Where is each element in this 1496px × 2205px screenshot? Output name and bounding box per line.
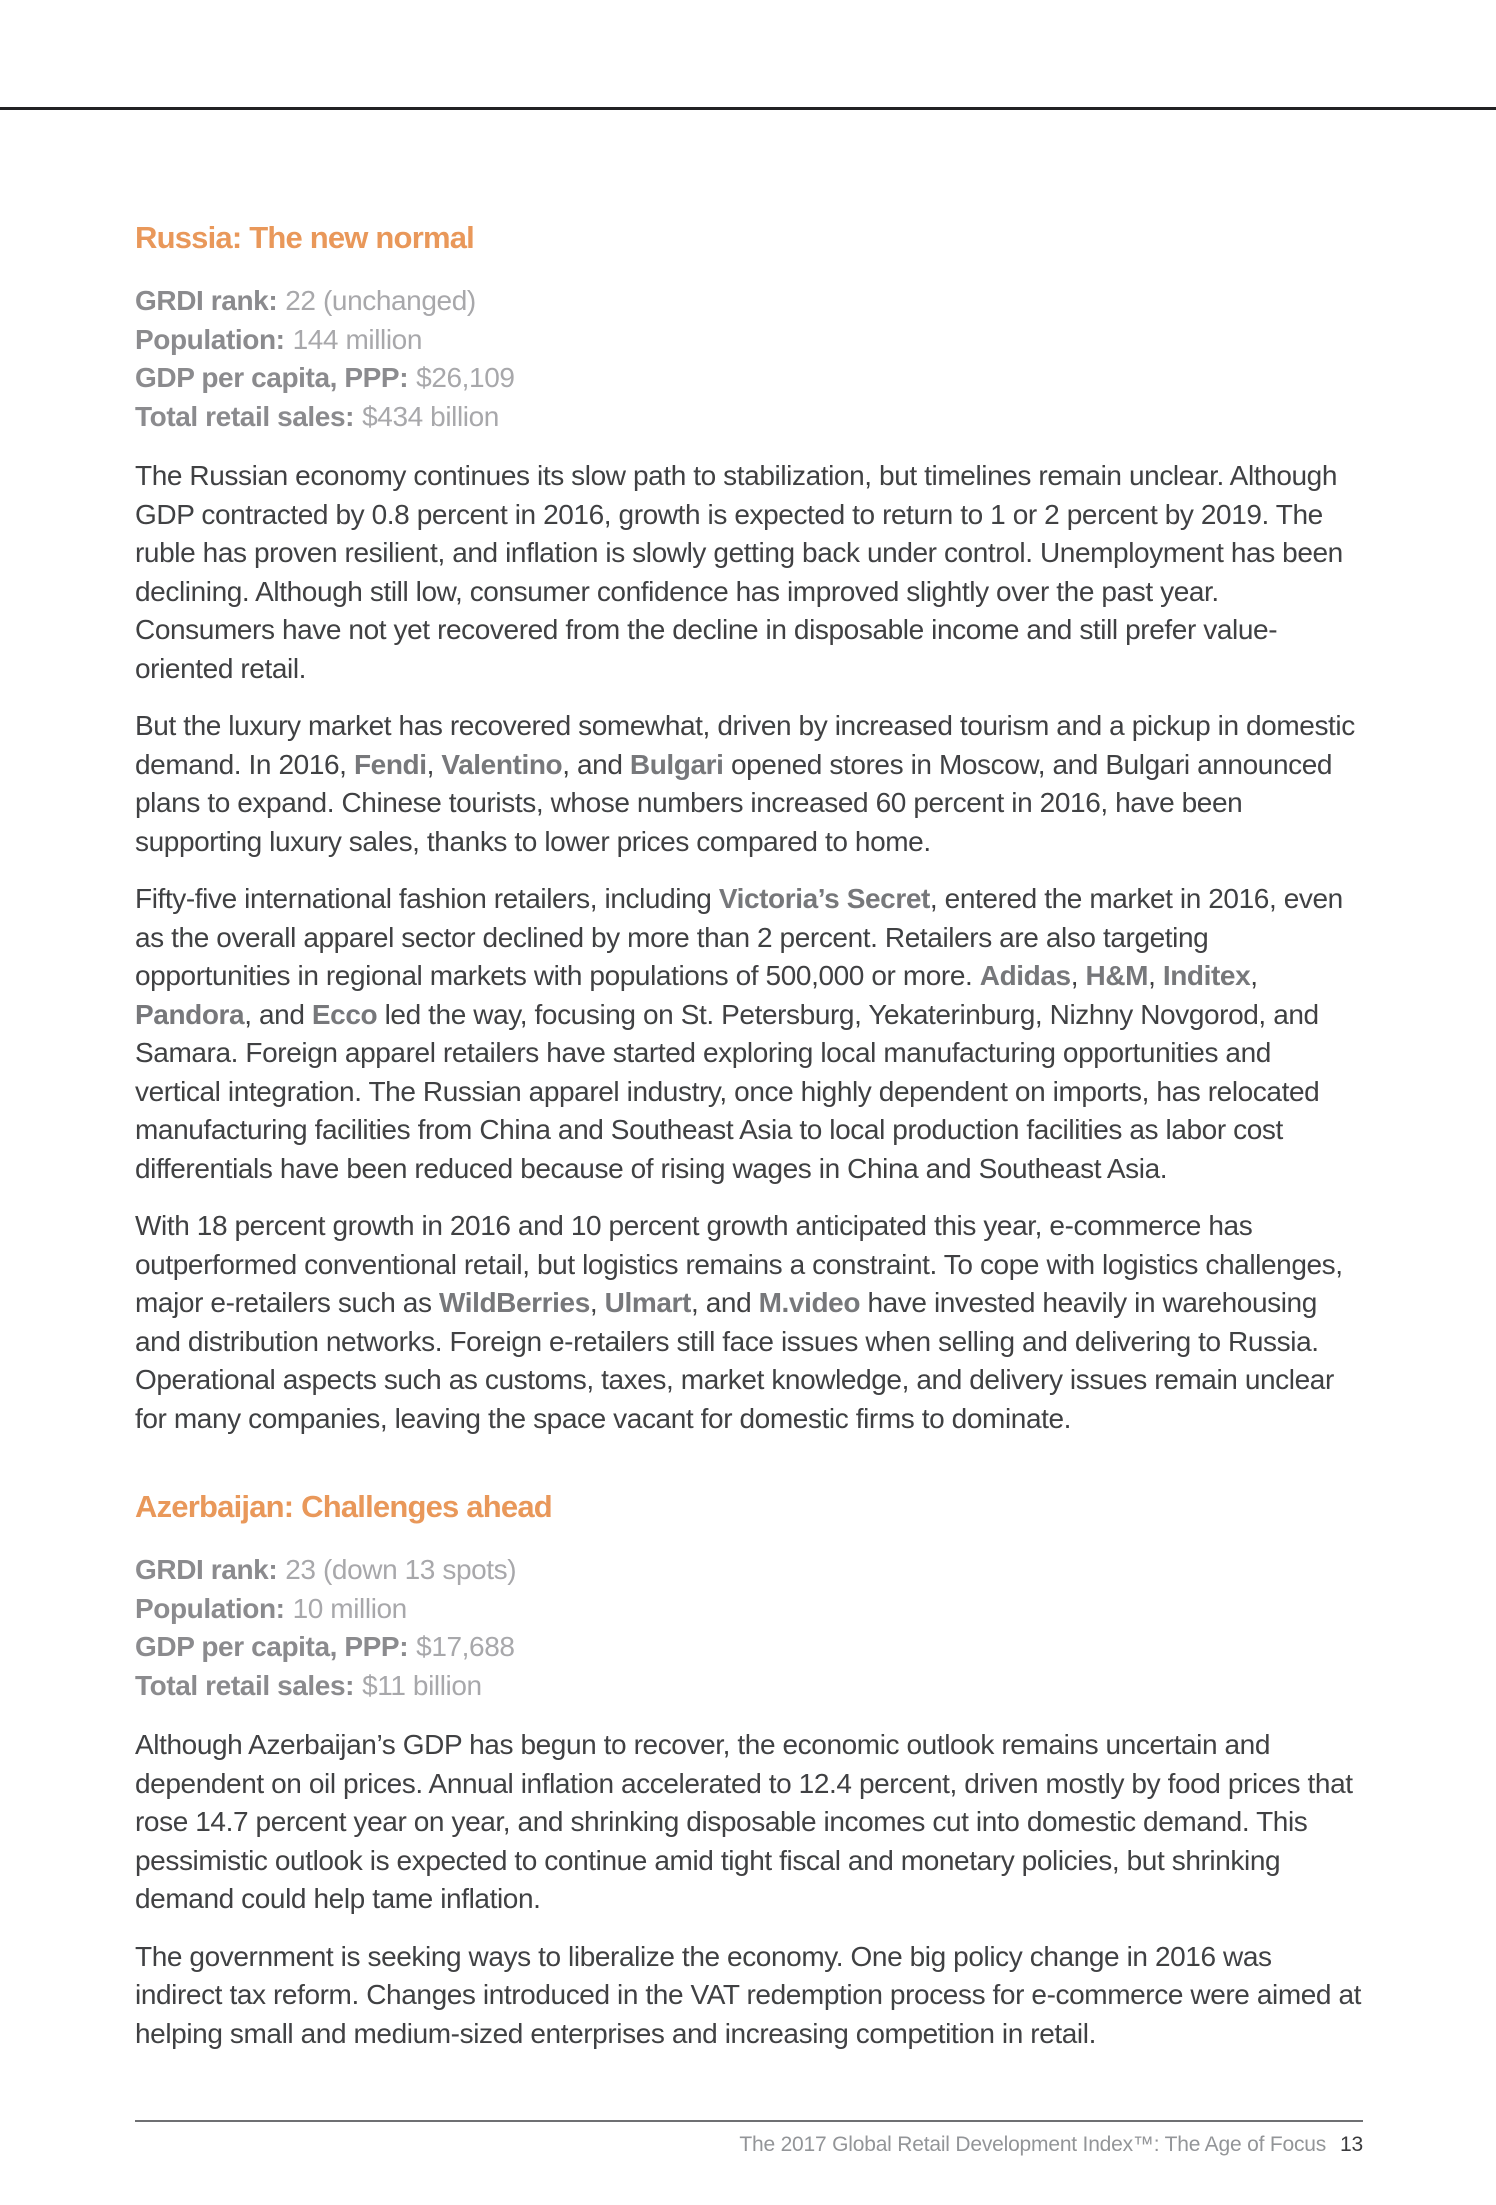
paragraph-russia-1: The Russian economy continues its slow path to stabilization, but timelines remain unclear. Although GDP contracted by 0.8 percent in 2016, growth is expected to return to 1 or 2 percent by 2019. The ruble has proven resilient, and inflation is slowly getting back under control. Unemployment has been declining. Although still low, consumer confidence has improved slightly over the past year. Consumers have not yet recovered from the decline in disposable income and still prefer value-oriented retail. [135,460,1343,684]
section-heading-russia: Russia: The new normal [135,220,474,255]
footer-title: The 2017 Global Retail Development Index™: The Age of Focus [739,2133,1327,2156]
stat-value: 144 million [292,323,423,355]
stat-label: Total retail sales: [135,400,355,432]
footer-rule [135,2120,1363,2122]
page-number: 13 [1340,2133,1363,2156]
paragraph-azerbaijan-2: The government is seeking ways to liberalize the economy. One big policy change in 2016 was indirect tax reform. Changes introduced in the VAT redemption process for e-commerce were aimed at helping small and medium-sized enterprises and increasing competition in retail. [135,1940,1362,2049]
stat-label: Population: [135,1592,285,1624]
stat-label: Population: [135,323,285,355]
section-heading-azerbaijan: Azerbaijan: Challenges ahead [135,1489,552,1524]
stat-value: 22 (unchanged) [285,285,476,316]
footer [135,2131,1363,2159]
stat-value: 23 (down 13 spots) [285,1554,517,1585]
stat-value: $11 billion [362,1669,482,1701]
stat-line-total-retail-sales [135,398,1363,437]
stats-block-russia [135,282,1363,436]
stat-label: Total retail sales: [135,1669,355,1701]
section-russia [135,221,1363,1438]
stat-line-grdi-rank [135,1551,1363,1590]
stat-line-gdp-per-capita [135,1628,1363,1667]
stat-label: GRDI rank: [135,1554,278,1585]
stat-line-grdi-rank [135,282,1363,321]
stat-line-gdp-per-capita [135,359,1363,398]
stat-value: 10 million [292,1592,407,1624]
paragraph-azerbaijan-1: Although Azerbaijan’s GDP has begun to recover, the economic outlook remains uncertain and dependent on oil prices. Annual inflation accelerated to 12.4 percent, driven mostly by food prices that rose 14.7 percent year on year, and shrinking disposable incomes cut into domestic demand. This pessimistic outlook is expected to continue amid tight fiscal and monetary policies, but shrinking demand could help tame inflation. [135,1729,1353,1914]
stat-label: GDP per capita, PPP: [135,1631,409,1662]
stat-line-total-retail-sales [135,1667,1363,1706]
stat-label: GDP per capita, PPP: [135,362,409,393]
paragraph-russia-4: With 18 percent growth in 2016 and 10 percent growth anticipated this year, e-commerce has outperformed conventional retail, but logistics remains a constraint. To cope with logistics challenges, major e-retailers such as WildBerries, Ulmart, and M.video have invested heavily in warehousing and distribution networks. Foreign e-retailers still face issues when selling and delivering to Russia. Operational aspects such as customs, taxes, market knowledge, and delivery issues remain unclear for many companies, leaving the space vacant for domestic firms to dominate. [135,1210,1343,1434]
stat-label: GRDI rank: [135,285,278,316]
stat-line-population [135,321,1363,360]
paragraph-russia-3: Fifty-five international fashion retailers, including Victoria’s Secret, entered the market in 2016, even as the overall apparel sector declined by more than 2 percent. Retailers are also targeting opportunities in regional markets with populations of 500,000 or more. Adidas, H&M, Inditex, Pandora, and Ecco led the way, focusing on St. Petersburg, Yekaterinburg, Nizhny Novgorod, and Samara. Foreign apparel retailers have started exploring local manufacturing opportunities and vertical integration. The Russian apparel industry, once highly dependent on imports, has relocated manufacturing facilities from China and Southeast Asia to local production facilities as labor cost differentials have been reduced because of rising wages in China and Southeast Asia. [135,883,1343,1184]
stat-value: $434 billion [362,400,499,432]
stats-block-azerbaijan [135,1551,1363,1705]
stat-line-population [135,1590,1363,1629]
section-azerbaijan [135,1490,1363,2053]
stat-value: $26,109 [416,362,515,393]
page-content [135,0,1363,2053]
stat-value: $17,688 [416,1631,515,1662]
paragraph-russia-2: But the luxury market has recovered somewhat, driven by increased tourism and a pickup in domestic demand. In 2016, Fendi, Valentino, and Bulgari opened stores in Moscow, and Bulgari announced plans to expand. Chinese tourists, whose numbers increased 60 percent in 2016, have been supporting luxury sales, thanks to lower prices compared to home. [135,710,1355,857]
